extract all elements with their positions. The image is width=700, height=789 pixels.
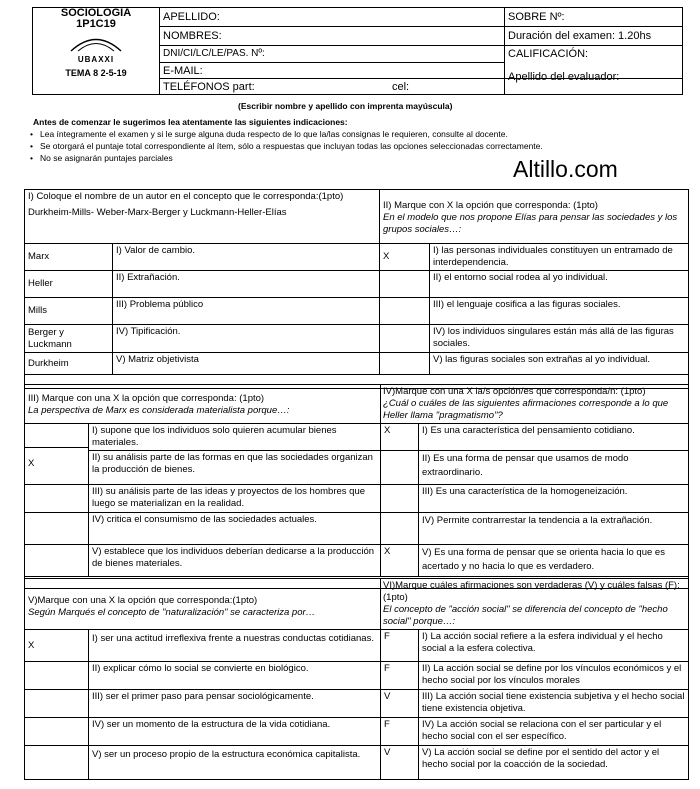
subject-label: SOCIOLOGIA (60, 7, 132, 19)
field-telefonos[interactable] (160, 79, 505, 95)
q5-mark-2[interactable] (25, 662, 89, 690)
q1-answer-3[interactable]: Mills (25, 298, 113, 325)
q5-option-3: III) ser el primer paso para pensar sociológicamente. (89, 690, 381, 718)
course-code: 1P1C19 (76, 18, 116, 30)
q4-option-2: II) Es una forma de pensar que usamos de modo extraordinario. (419, 451, 689, 485)
question-block-1-2 (24, 189, 689, 389)
q6-option-3: III) La acción social tiene existencia subjetiva y el hecho social tiene existencia objetiva. (419, 690, 689, 718)
field-evaluador[interactable]: Apellido del evaluador: (505, 71, 683, 87)
q2-mark-3[interactable] (380, 298, 430, 325)
tema-label: TEMA 8 2-5-19 (65, 68, 127, 78)
course-logo-cell (33, 8, 160, 95)
exam-duration: Duración del examen: 1.20hs (505, 27, 683, 46)
field-calificacion[interactable]: CALIFICACIÓN: (505, 46, 683, 79)
q2-option-5: V) las figuras sociales son extrañas al yo individual. (430, 353, 689, 375)
q6-option-1: I) La acción social refiere a la esfera individual y el hecho social a la esfera colectiva. (419, 630, 689, 662)
q2-title: II) Marque con X la opción que corresponda: (1pto) (383, 200, 598, 211)
q5-option-4: IV) ser un momento de la estructura de la vida cotidiana. (89, 718, 381, 746)
q3-mark-1[interactable] (25, 426, 88, 448)
watermark: Altillo.com (513, 156, 618, 182)
q4-option-1: I) Es una característica del pensamiento cotidiano. (419, 424, 689, 451)
q3-mark-3[interactable] (25, 485, 89, 513)
q6-mark-1[interactable]: F (381, 630, 419, 662)
q5-option-2: II) explicar cómo lo social se convierte en biológico. (89, 662, 381, 690)
telefonos-label: TELÉFONOS part: (163, 80, 255, 93)
field-email[interactable]: E-MAIL: (160, 63, 505, 79)
q3-marks-top (25, 424, 89, 485)
q1-concept-1: I) Valor de cambio. (113, 244, 380, 271)
q4-header (381, 385, 689, 424)
q4-subtitle: ¿Cuál o cuáles de las siguientes afirmaciones corresponde a lo que Heller llama "pragmatismo"? (383, 398, 669, 421)
instruction-item: • No se asignarán puntajes parciales (40, 152, 680, 164)
q2-subtitle: En el modelo que nos propone Elías para pensar las sociedades y los grupos sociales…: (383, 212, 678, 235)
q6-option-5: V) La acción social se define por el sentido del actor y el hecho social por la coacción de la sociedad. (419, 746, 689, 780)
field-nombres[interactable]: NOMBRES: (160, 27, 505, 46)
header-table (32, 7, 683, 95)
q4-option-4: IV) Permite contrarrestar la tendencia a la extrañación. (419, 513, 689, 545)
q4-option-5: V) Es una forma de pensar que se orienta hacia lo que es acertado y no hacia lo que es verdadero. (419, 545, 689, 577)
q4-title: IV)Marque con una X la/s opción/es que corresponda/n: (1pto) (383, 386, 646, 397)
q4-mark-5[interactable]: X (381, 545, 419, 577)
field-apellido[interactable]: APELLIDO: (160, 8, 505, 27)
q2-option-3: III) el lenguaje cosifica a las figuras sociales. (430, 298, 689, 325)
q1-answer-1[interactable]: Marx (25, 244, 113, 271)
q3-subtitle: La perspectiva de Marx es considerada materialista porque…: (28, 405, 290, 416)
q5-mark-4[interactable] (25, 718, 89, 746)
q2-mark-5[interactable] (380, 353, 430, 375)
q5-title: V)Marque con una X la opción que corresponda:(1pto) (28, 595, 258, 606)
q4-option-3: III) Es una característica de la homogeneización. (419, 485, 689, 513)
q5-option-5: V) ser un proceso propio de la estructura económica capitalista. (89, 746, 381, 780)
q4-mark-4[interactable] (381, 513, 419, 545)
q5-header (25, 579, 381, 630)
q1-header (25, 190, 380, 244)
q1-title: I) Coloque el nombre de un autor en el concepto que le corresponda:(1pto) (28, 191, 344, 202)
field-sobre[interactable]: SOBRE Nº: (505, 8, 683, 27)
q1-answer-4[interactable]: Berger y Luckmann (25, 325, 113, 353)
instruction-item: • Lea íntegramente el examen y si le surge alguna duda respecto de lo que la/las consignas le requieren, consulte al docente. (40, 128, 680, 140)
q3-mark-5[interactable] (25, 545, 89, 577)
field-dni[interactable]: DNI/CI/LC/LE/PAS. Nº: (160, 46, 505, 63)
cel-label: cel: (392, 80, 410, 93)
q2-option-2: II) el entorno social rodea al yo individual. (430, 271, 689, 298)
q5-mark-5[interactable] (25, 746, 89, 780)
q1-concept-4: IV) Tipificación. (113, 325, 380, 353)
instructions-title: Antes de comenzar le sugerimos lea atentamente las siguientes indicaciones: (33, 117, 348, 127)
q2-option-1: I) las personas individuales constituyen un entramado de interdependencia. (430, 244, 689, 271)
q2-option-4: IV) los individuos singulares están más allá de las figuras sociales. (430, 325, 689, 353)
q3-mark-4[interactable] (25, 513, 89, 545)
q6-mark-4[interactable]: F (381, 718, 419, 746)
q6-header (381, 579, 689, 630)
q1-authors: Durkheim-Mills- Weber-Marx-Berger y Luckmann-Heller-Elías (28, 207, 287, 218)
q4-mark-1[interactable]: X (381, 424, 419, 451)
arc-logo-icon (66, 34, 126, 52)
q3-option-5: V) establece que los individuos deberían dedicarse a la producción de bienes materiales. (89, 545, 381, 577)
q6-option-4: IV) La acción social se relaciona con el ser particular y el hecho social con el ser específico. (419, 718, 689, 746)
question-block-5-6 (24, 578, 689, 780)
q3-option-4: IV) critica el consumismo de las sociedades actuales. (89, 513, 381, 545)
q6-subtitle: El concepto de "acción social" se diferencia del concepto de "hecho social" porque…: (383, 604, 668, 627)
q1-answer-5[interactable]: Durkheim (25, 353, 113, 375)
q2-header (380, 190, 689, 244)
uba-logo (66, 34, 126, 62)
q2-mark-1[interactable]: X (380, 244, 430, 271)
q6-mark-3[interactable]: V (381, 690, 419, 718)
q5-mark-3[interactable] (25, 690, 89, 718)
instruction-item: • Se otorgará el puntaje total correspondiente al ítem, sólo a respuestas que incluyan todas las opciones seleccionadas correctamente. (40, 140, 680, 152)
q3-title: III) Marque con una X la opción que corresponda: (1pto) (28, 393, 265, 404)
q1-concept-2: II) Extrañación. (113, 271, 380, 298)
q4-mark-3[interactable] (381, 485, 419, 513)
q6-mark-2[interactable]: F (381, 662, 419, 690)
q1-concept-5: V) Matriz objetivista (113, 353, 380, 375)
q5-option-1: I) ser una actitud irreflexiva frente a nuestras conductas cotidianas. (89, 630, 381, 662)
q3-option-3: III) su análisis parte de las ideas y proyectos de los hombres que luego se materializan en la realidad. (89, 485, 381, 513)
q3-header (25, 385, 381, 424)
q5-mark-1[interactable]: X (25, 630, 89, 662)
q6-title: VI)Marque cuáles afirmaciones son verdaderas (V) y cuáles falsas (F):(1pto) (383, 580, 680, 603)
header-note: (Escribir nombre y apellido con imprenta mayúscula) (238, 101, 453, 111)
q3-mark-2[interactable]: X (28, 458, 35, 469)
q6-mark-5[interactable]: V (381, 746, 419, 780)
q1-answer-2[interactable]: Heller (25, 271, 113, 298)
q3-option-1: I) supone que los individuos solo quieren acumular bienes materiales. (89, 424, 381, 451)
question-block-3-4 (24, 384, 689, 589)
q5-subtitle: Según Marqués el concepto de "naturalización" se caracteriza por… (28, 607, 316, 618)
q3-option-2: II) su análisis parte de las formas en que las sociedades organizan la producción de bienes. (89, 451, 381, 485)
q4-mark-2[interactable] (381, 451, 419, 485)
logo-text: UBAXXI (77, 55, 115, 64)
q2-mark-4[interactable] (380, 325, 430, 353)
q1-concept-3: III) Problema público (113, 298, 380, 325)
q6-option-2: II) La acción social se define por los vínculos económicos y el hecho social por los vínculos morales (419, 662, 689, 690)
q2-mark-2[interactable] (380, 271, 430, 298)
